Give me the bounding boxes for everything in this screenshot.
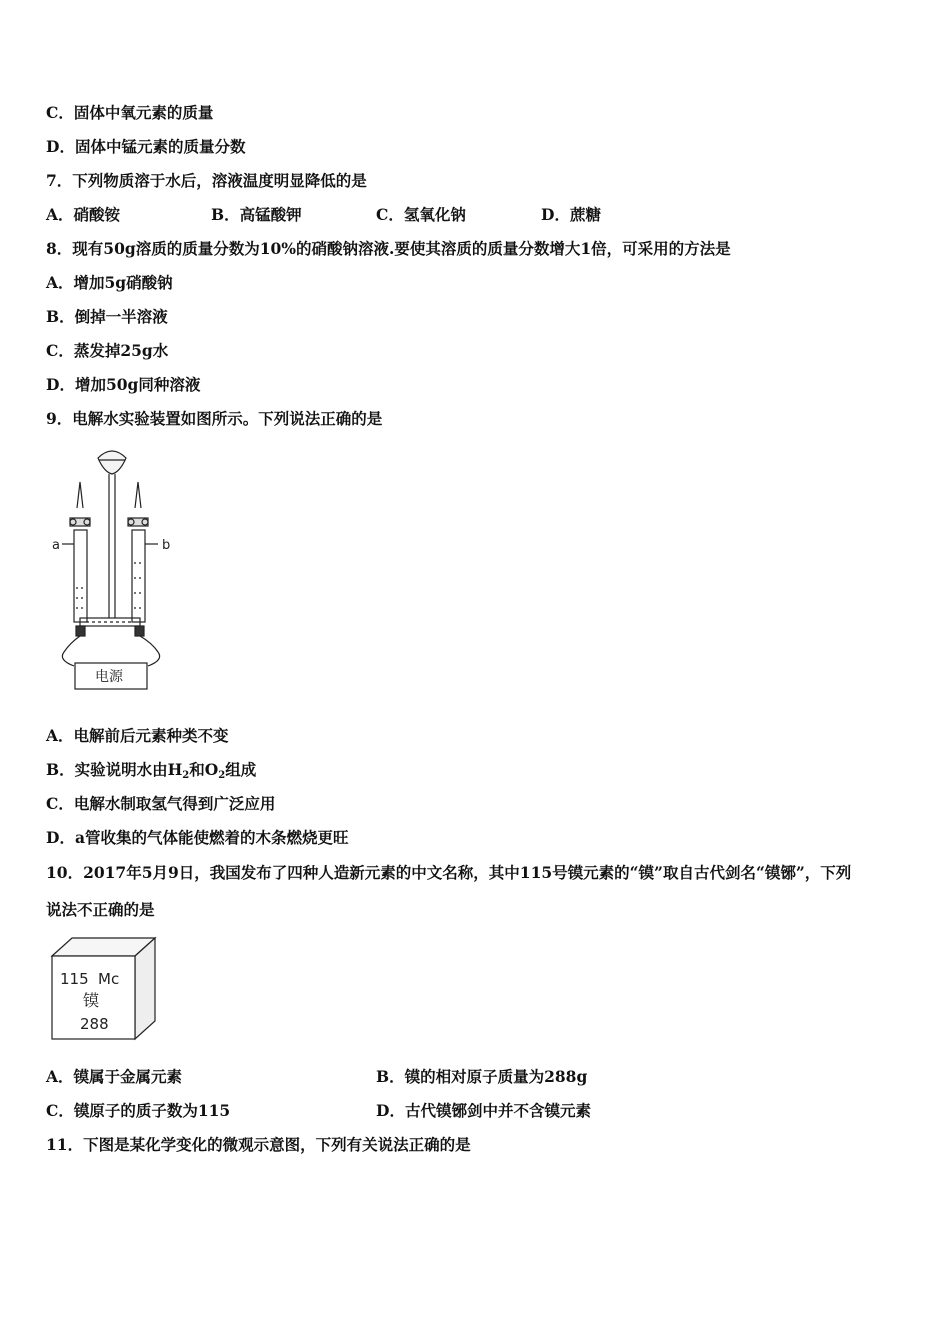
q9-option-b-subscript-1: 2 — [182, 770, 190, 781]
q10-option-d: D．古代镆铘剑中并不含镆元素 — [376, 1101, 591, 1120]
q9-option-b — [46, 760, 256, 780]
q7-stem: 7．下列物质溶于水后，溶液温度明显降低的是 — [46, 171, 367, 190]
q7-option-b: B．高锰酸钾 — [211, 205, 302, 224]
q9-option-a: A．电解前后元素种类不变 — [46, 726, 229, 745]
q9-option-b-text-2: 和O — [189, 760, 219, 779]
q8-stem: 8．现有50g溶质的质量分数为10%的硝酸钠溶液.要使其溶质的质量分数增大1倍，可采用的方法是 — [46, 239, 731, 258]
q8-option-c: C．蒸发掉25g水 — [46, 341, 169, 360]
q10-option-c: C．镆原子的质子数为115 — [46, 1101, 231, 1120]
element-symbol: Mc — [98, 970, 120, 988]
q7-option-c: C．氢氧化钠 — [376, 205, 466, 224]
q8-option-a: A．增加5g硝酸钠 — [46, 273, 173, 292]
q10-stem-line-1: 10．2017年5月9日，我国发布了四种人造新元素的中文名称，其中115号镆元素的“镆”取自古代剑名“镆铘”，下列 — [46, 863, 852, 882]
q10-stem-line-2: 说法不正确的是 — [46, 900, 155, 919]
q10-option-b: B．镆的相对原子质量为288g — [376, 1067, 588, 1086]
q8-option-d: D．增加50g同种溶液 — [46, 375, 201, 394]
tube-b-label: b — [162, 538, 171, 553]
q9-option-d: D．a管收集的气体能使燃着的木条燃烧更旺 — [46, 828, 349, 847]
tube-a-label: a — [52, 538, 60, 553]
power-supply-label: 电源 — [95, 669, 123, 685]
element-name: 镆 — [83, 991, 100, 1010]
element-card-figure — [50, 936, 160, 1046]
q9-option-b-text-3: 组成 — [225, 760, 257, 779]
q9-stem: 9．电解水实验装置如图所示。下列说法正确的是 — [46, 409, 383, 428]
element-atomic-mass: 288 — [80, 1015, 109, 1033]
q9-option-c: C．电解水制取氢气得到广泛应用 — [46, 794, 276, 813]
q6-option-c: C．固体中氧元素的质量 — [46, 103, 214, 122]
q7-option-d: D．蔗糖 — [541, 205, 601, 224]
electrolysis-apparatus-figure — [40, 438, 200, 698]
q9-option-b-subscript-2: 2 — [218, 770, 226, 781]
element-atomic-number: 115 — [60, 970, 89, 988]
q6-option-d: D．固体中锰元素的质量分数 — [46, 137, 246, 156]
q9-option-b-text-1: B．实验说明水由H — [46, 760, 183, 779]
q7-option-a: A．硝酸铵 — [46, 205, 121, 224]
q11-stem: 11．下图是某化学变化的微观示意图，下列有关说法正确的是 — [46, 1135, 471, 1154]
q8-option-b: B．倒掉一半溶液 — [46, 307, 168, 326]
q10-option-a: A．镆属于金属元素 — [46, 1067, 183, 1086]
